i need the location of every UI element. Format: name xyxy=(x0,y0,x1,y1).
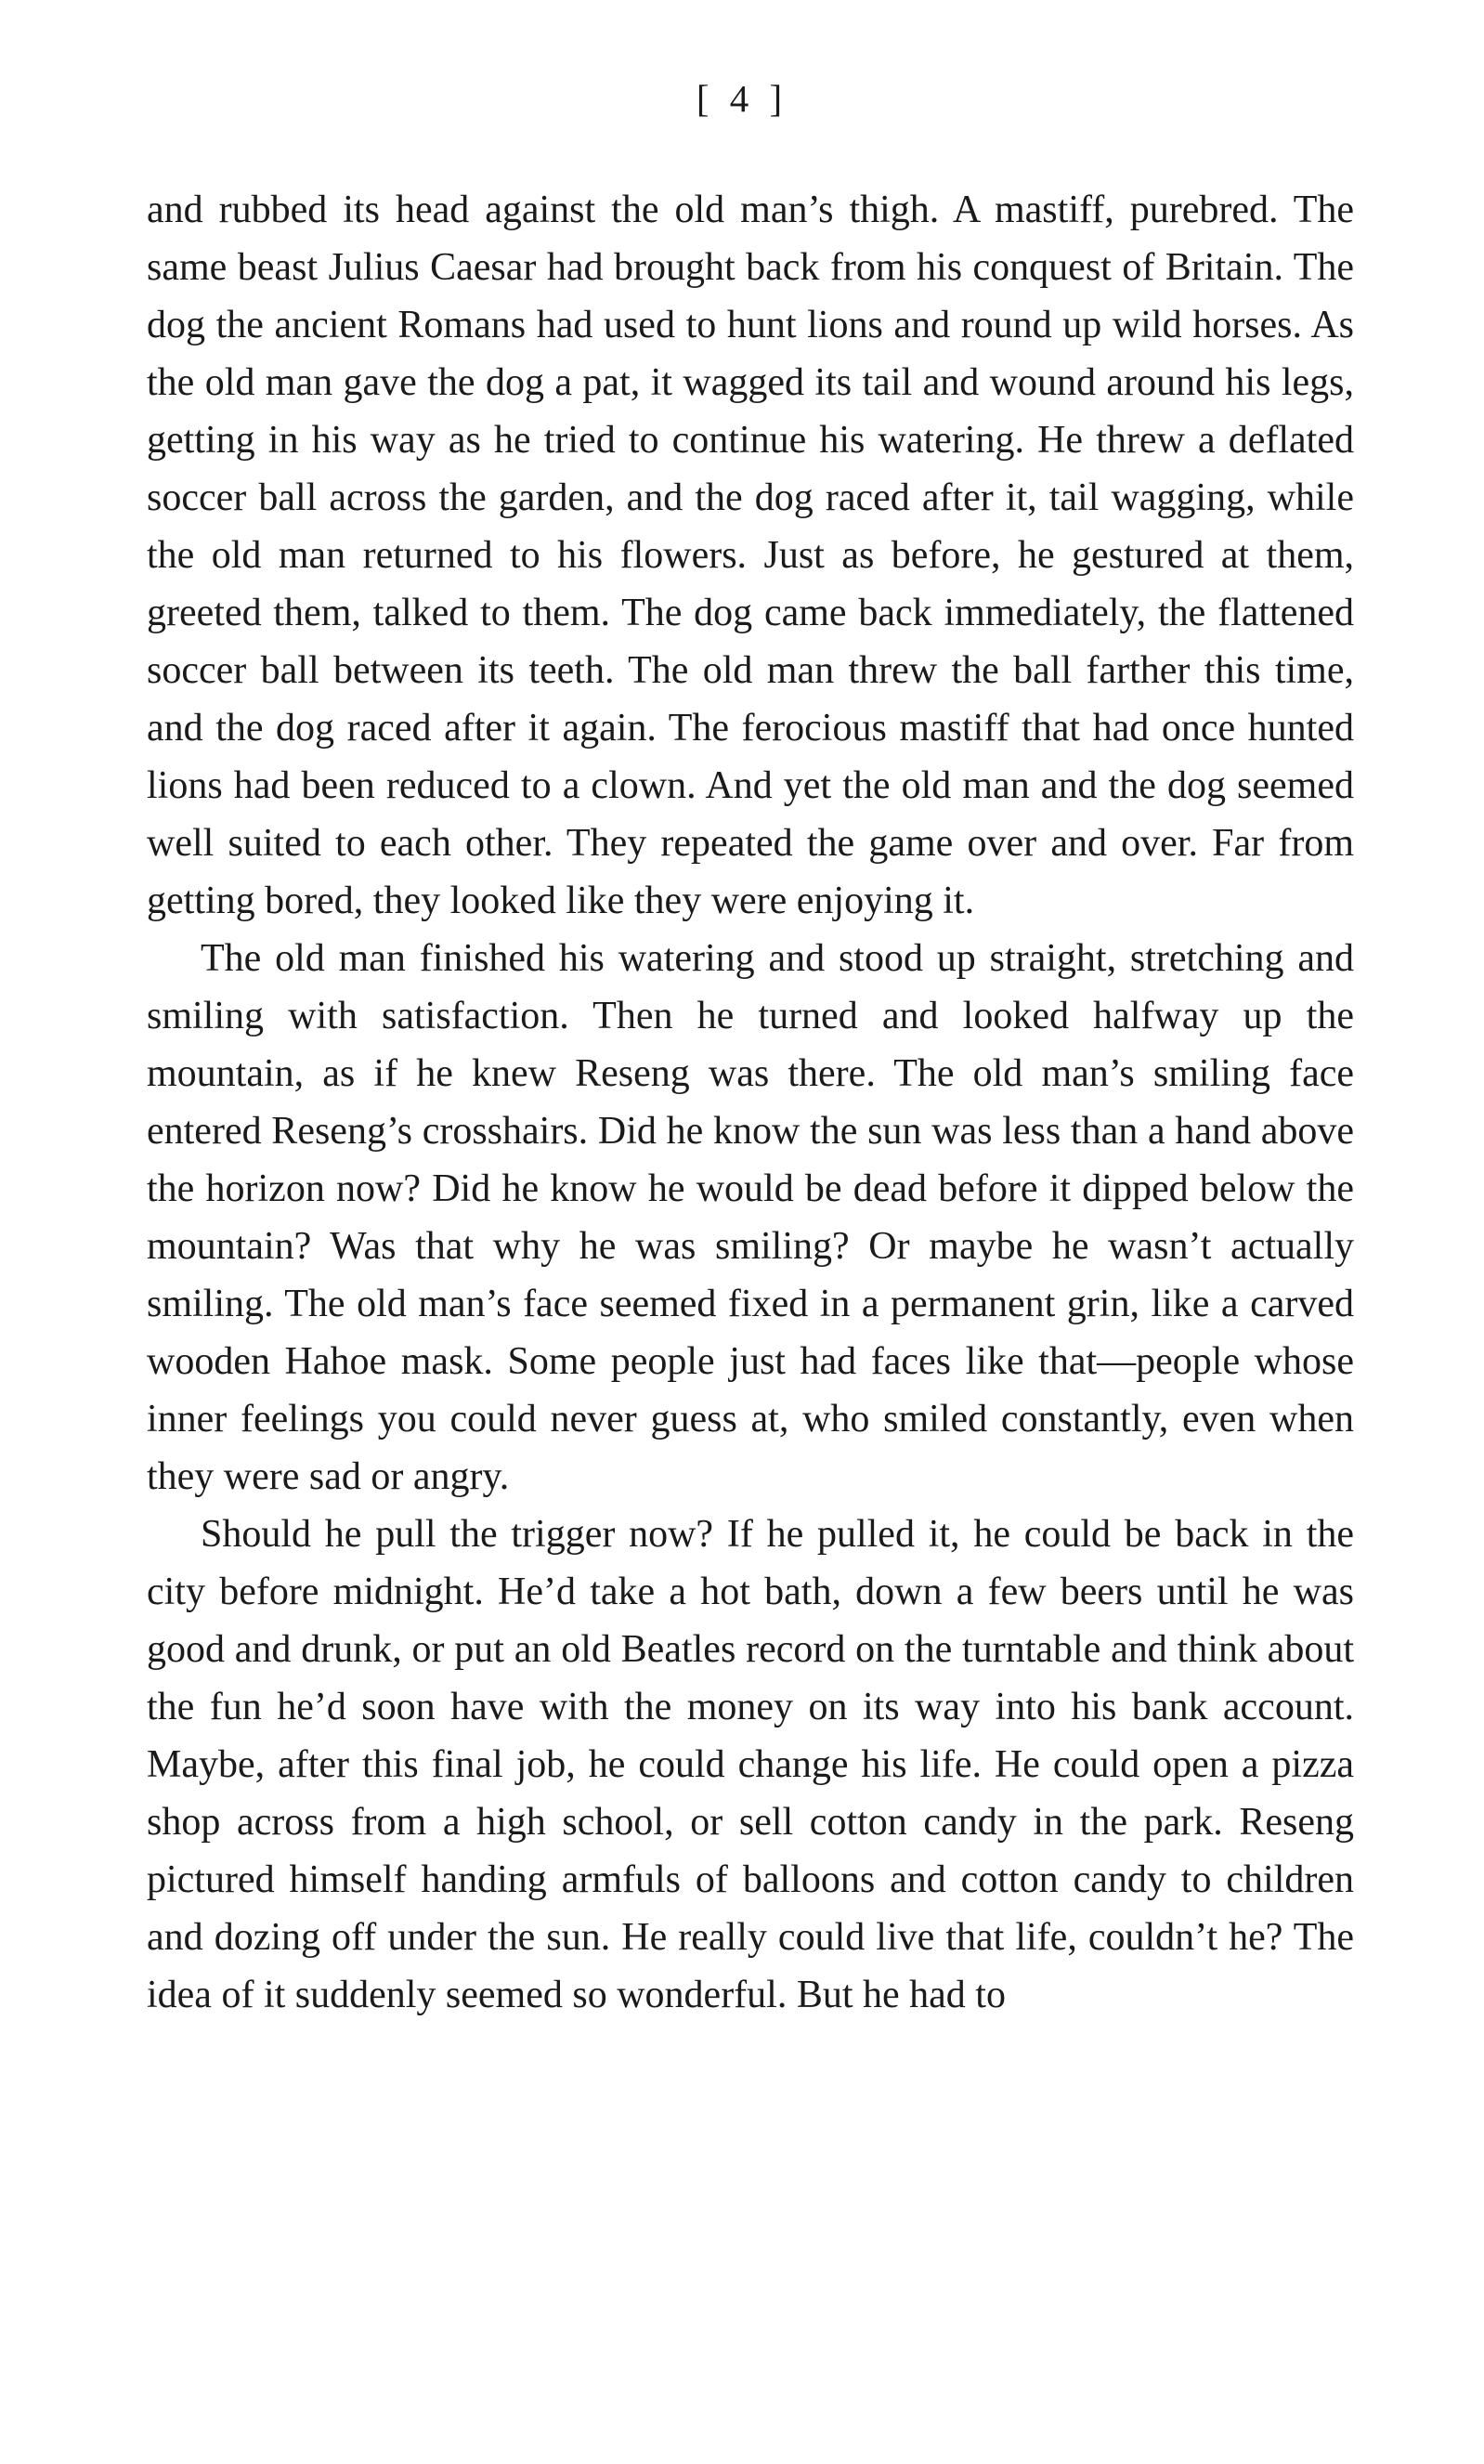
paragraph-3: Should he pull the trigger now? If he pulled it, he could be back in the city before midnight. He’d take a hot bath, down a few beers until he was good and drunk, or put an old Beatles record on the turntable and think about the fun he’d soon have with the money on its way into his bank account. Maybe, after this final job, he could change his life. He could open a pizza shop across from a high school, or sell cotton candy in the park. Reseng pictured himself handing armfuls of balloons and cotton candy to children and dozing off under the sun. He really could live that life, couldn’t he? The idea of it suddenly seemed so wonderful. But he had to xyxy=(147,1513,1354,2016)
page-number: [ 4 ] xyxy=(696,77,788,120)
paragraph-1: and rubbed its head against the old man’s thigh. A mastiff, purebred. The same beast Julius Caesar had brought back from his conquest of Britain. The dog the ancient Romans had used to hunt lions and round up wild horses. As the old man gave the dog a pat, it wagged its tail and wound around his legs, getting in his way as he tried to continue his watering. He threw a deflated soccer ball across the garden, and the dog raced after it, tail wagging, while the old man returned to his flowers. Just as before, he gestured at them, greeted them, talked to them. The dog came back immediately, the flattened soccer ball between its teeth. The old man threw the ball farther this time, and the dog raced after it again. The ferocious mastiff that had once hunted lions had been reduced to a clown. And yet the old man and the dog seemed well suited to each other. They repeated the game over and over. Far from getting bored, they looked like they were enjoying it. xyxy=(147,189,1354,922)
paragraph-2: The old man finished his watering and stood up straight, stretching and smiling with satisfaction. Then he turned and looked halfway up the mountain, as if he knew Reseng was there. The old man’s smiling face entered Reseng’s crosshairs. Did he know the sun was less than a hand above the horizon now? Did he know he would be dead before it dipped below the mountain? Was that why he was smiling? Or maybe he wasn’t actually smiling. The old man’s face seemed fixed in a permanent grin, like a carved wooden Hahoe mask. Some people just had faces like that—people whose inner feelings you could never guess at, who smiled constantly, even when they were sad or angry. xyxy=(147,937,1354,1498)
body-text xyxy=(147,181,1354,2024)
